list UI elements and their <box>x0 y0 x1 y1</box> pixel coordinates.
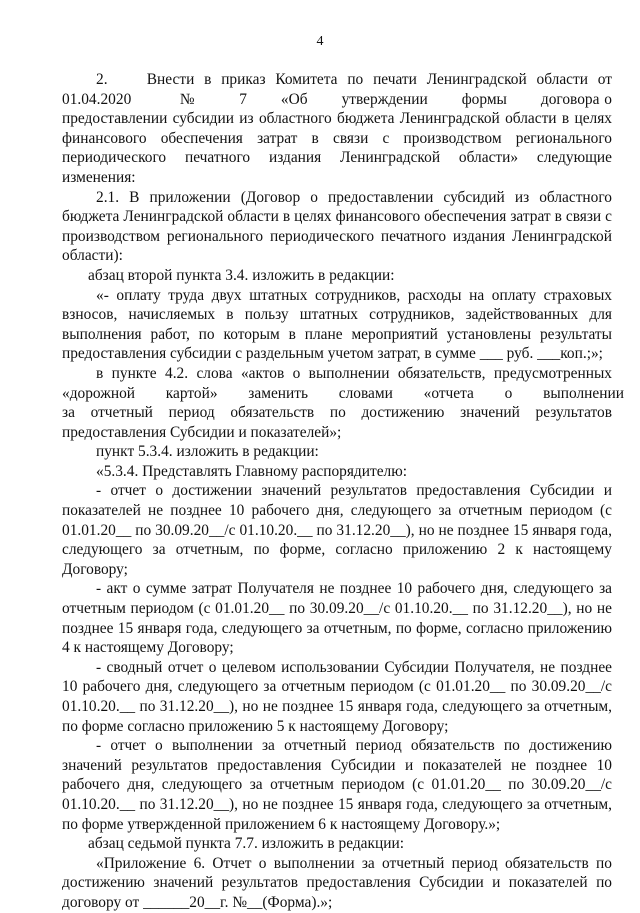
paragraph-amendment-intro: 2. Внести в приказ Комитета по печати Ленинградской области от 01.04.2020 № 7 «Об утверждении формы договора о предоставлении субсидии из областного бюджета Ленинградской области в целях финансового обеспечения затрат в связи с производством регионального периодического печатного издания Ленинградской области» следующие изменения: <box>62 71 612 186</box>
paragraph-item-4-2: в пункте 4.2. слова «актов о выполнении обязательств, предусмотренных «дорожной картой» заменить словами «отчета о выполнении за отчетный период обязательств по достижению значений результатов предоставления Субсидии и показателей»; <box>62 364 624 441</box>
paragraph-item-5-3-4-heading: «5.3.4. Представлять Главному распорядителю: <box>96 462 408 480</box>
paragraph-item-3-4-text: «- оплату труда двух штатных сотрудников, расходы на оплату страховых взносов, начисляемых в пользу штатных сотрудников, задействованных для выполнения работ, по которым в плане мероприятий установлены результаты предоставления субсидии с раздельным учетом затрат, в сумме ___ руб. ___коп.;»; <box>62 286 612 363</box>
paragraph-item-7-7: абзац седьмой пункта 7.7. изложить в редакции: <box>88 835 404 853</box>
paragraph-item-3-4: абзац второй пункта 3.4. изложить в редакции: <box>88 266 395 284</box>
paragraph-appendix-clause: 2.1. В приложении (Договор о предоставлении субсидий из областного бюджета Ленинградской области в целях финансового обеспечения затрат в связи с производством регионального периодического печатного издания Ленинградской области): <box>62 188 612 265</box>
list-item-summary-report: - сводный отчет о целевом использовании Субсидии Получателя, не позднее 10 рабочего дня, следующего за отчетным периодом (с 01.01.20__ по 30.09.20__/с 01.10.20.__ по 31.12.20__), но не позднее 15 января года, следующего за отчетным, по форме согласно приложению 5 к настоящему Договору; <box>62 658 612 735</box>
list-item-obligations-report: - отчет о выполнении за отчетный период обязательств по достижению значений результатов предоставления Субсидии и показателей не позднее 10 рабочего дня, следующего за отчетным периодом (с 01.01.20__ по 30.09.20__/с 01.10.20.__ по 31.12.20__), но не позднее 15 января года, следующего за отчетным, по форме утвержденной приложением 6 к настоящему Договору.»; <box>62 737 612 833</box>
list-item-cost-act: - акт о сумме затрат Получателя не позднее 10 рабочего дня, следующего за отчетным периодом (с 01.01.20__ по 30.09.20__/с 01.10.20.__ по 31.12.20__), но не позднее 15 января года, следующего за отчетным, по форме, согласно приложению 4 к настоящему Договору; <box>62 580 612 657</box>
list-item-report-results: - отчет о достижении значений результатов предоставления Субсидии и показателей не позднее 10 рабочего дня, следующего за отчетным периодом (с 01.01.20__ по 30.09.20__/с 01.10.20.__ по 31.12.20__), но не позднее 15 января года, следующего за отчетным, по форме, согласно приложению 2 к настоящему Договору; <box>62 482 612 578</box>
paragraph-item-5-3-4: пункт 5.3.4. изложить в редакции: <box>96 443 319 461</box>
paragraph-appendix-6: «Приложение 6. Отчет о выполнении за отчетный период обязательств по достижению значений результатов предоставления Субсидии и показателей по договору от ______20__г. №__(Форма).»; <box>62 854 612 911</box>
page-number: 4 <box>316 34 324 49</box>
document-body <box>62 70 624 913</box>
